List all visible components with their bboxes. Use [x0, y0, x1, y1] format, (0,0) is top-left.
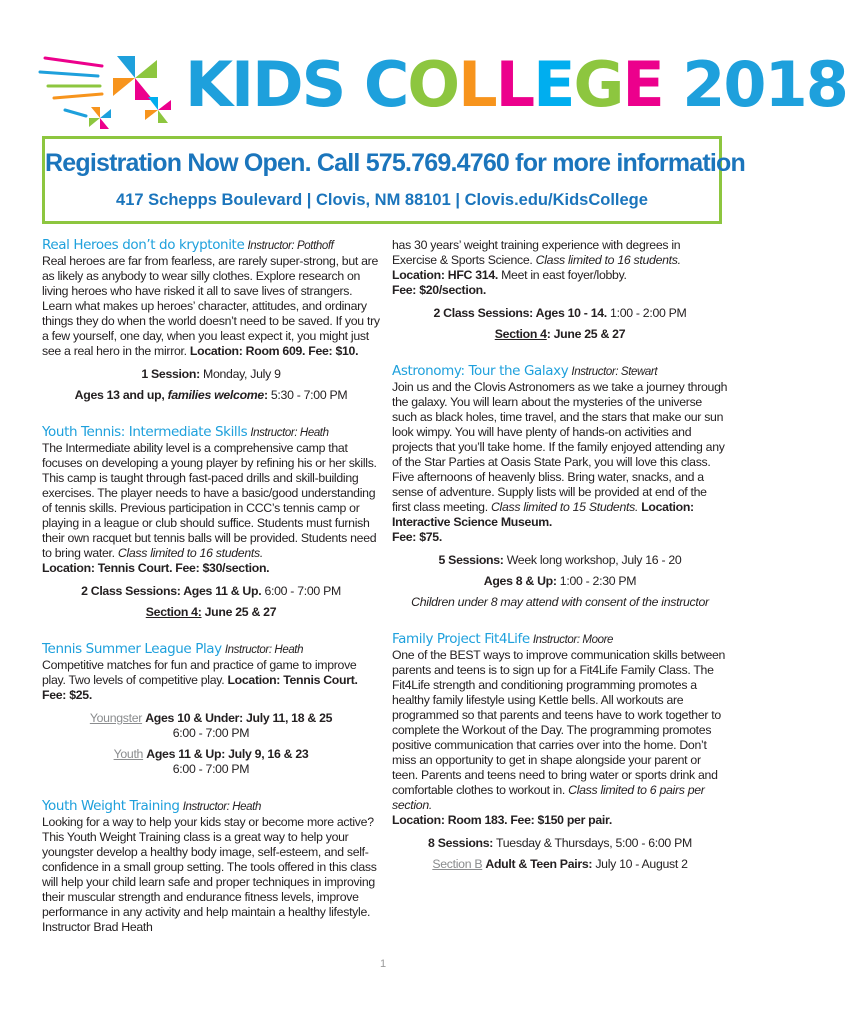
title-college: COLLEGE: [363, 48, 663, 121]
pinwheel-icon: [113, 56, 157, 100]
course-location: Location: Room 183. Fee: $150 per pair.: [392, 813, 612, 827]
course-instructor: Instructor: Heath: [182, 801, 261, 813]
course-real-heroes: Real Heroes don’t do kryptonite Instructor: Potthoff Real heroes are far from fearless, are rarely super-strong, but are as likely as anybody to wear silly clothes. Explore research on living heroes who have risked it all to save lives of strangers. Learn what makes up heroes’ character, attitudes, and ordinary things they do when the world doesn’t need to be saved. If you try a few yourself, one day, when you least expect it, you might just see a real hero in the mirror. Location: Room 609. Fee: $10. 1 Session: Monday, July 9 Ages 13 and up, families welcome: 5:30 - 7:00 PM: [42, 237, 380, 402]
course-location: Location: Tennis Court. Fee: $30/section.: [42, 561, 270, 575]
course-description: has 30 years’ weight training experience with degrees in Exercise & Sports Science.: [392, 238, 681, 267]
pinwheel-logo: [40, 38, 190, 133]
course-title: Tennis Summer League Play: [42, 641, 222, 657]
page-number: 1: [380, 958, 387, 970]
course-description: Competitive matches for fun and practice of game to improve play. Two levels of competitive play.: [42, 658, 357, 687]
course-youth-weight-training-cont: has 30 years’ weight training experience with degrees in Exercise & Sports Science. Class limited to 16 students. Location: HFC 314. Meet in east foyer/lobby. Fee: $20/section. 2 Class Sessions: Ages 10 - 14. 1:00 - 2:00 PM Section 4: June 25 & 27: [392, 238, 687, 341]
course-description: Real heroes are far from fearless, are rarely super-strong, but are as likely as anybody to wear silly clothes. Explore research on living heroes who have risked it all to save lives of strangers. Learn what makes up heroes’ character, attitudes, and ordinary things they do when the world doesn’t need to be saved. If you try a few yourself, one day, when you least expect it, you might just see a real hero in the mirror.: [42, 254, 380, 358]
registration-banner: [42, 136, 746, 224]
pinwheel-small-icon: [145, 97, 171, 123]
course-tennis-summer-league: Tennis Summer League Play Instructor: Heath Competitive matches for fun and practice of game to improve play. Two levels of competitive play. Location: Tennis Court. Fee: $25. Youngster Ages 10 & Under: July 11, 18 & 25 6:00 - 7:00 PM Youth Ages 11 & Up: July 9, 16 & 23 6:00 - 7:00 PM: [42, 641, 358, 776]
course-instructor: Instructor: Potthoff: [247, 240, 334, 252]
course-instructor: Instructor: Heath: [250, 427, 329, 439]
course-title: Real Heroes don’t do kryptonite: [42, 237, 245, 253]
course-title: Family Project Fit4Life: [392, 631, 530, 647]
course-description: Looking for a way to help your kids stay or become more active? This Youth Weight Training class is a great way to help your youngster develop a healthy body image, self-esteem, and self-confidence in a small group setting. The tools offered in this class will help your child learn safe and proper techniques in improving their muscular strength and endurance fitness levels, improve performance in any activity and help maintain a healthy lifestyle. Instructor Brad Heath: [42, 815, 377, 934]
course-instructor: Instructor: Stewart: [571, 366, 658, 378]
banner-headline: Registration Now Open. Call 575.769.4760 for more information: [45, 149, 746, 177]
course-instructor: Instructor: Moore: [532, 634, 614, 646]
course-title: Astronomy: Tour the Galaxy: [392, 363, 569, 379]
banner-address[interactable]: 417 Schepps Boulevard | Clovis, NM 88101 | Clovis.edu/KidsCollege: [116, 191, 648, 209]
course-youth-weight-training: [42, 799, 380, 935]
left-column: [42, 238, 380, 935]
course-title: Youth Tennis: Intermediate Skills: [42, 424, 248, 440]
course-family-fit4life: Family Project Fit4Life Instructor: Moore One of the BEST ways to improve communication skills between parents and teens is to sign up for a Fit4Life Family Class. The Fit4Life strength and conditioning programming promotes a healthy family lifestyle using Kettle bells. All workouts are programmed so that parents and teens have to work together to complete the Workout of the Day. The programming promotes positive communication that carries over into the home. Don’t miss an opportunity to get in shape alongside your parent or teen. Parents and teens need to bring water or sports drink and comfortable clothes to workout in. Class limited to 6 pairs per section. Location: Room 183. Fee: $150 per pair. 8 Sessions: Tuesday & Thursdays, 5:00 - 6:00 PM Section B Adult & Teen Pairs: July 10 - August 2: [392, 632, 728, 872]
right-column: [392, 238, 728, 872]
course-instructor: Instructor: Heath: [224, 644, 304, 656]
course-astronomy: Astronomy: Tour the Galaxy Instructor: Stewart Join us and the Clovis Astronomers as we take a journey through the galaxy. You will learn about the mysteries of the universe such as black holes, time travel, and the stars that make our sun look wimpy. You will have plenty of hands-on activities and projects that you’ll take home. If the family enjoyed attending any of the Star Parties at Oasis State Park, you will love this class. Five afternoons of heavenly bliss. Bring water, snacks, and a sense of adventure. Supply lists will be provided at end of the first class meeting. Class limited to 15 Students. Location: Interactive Science Museum. Fee: $75. 5 Sessions: Week long workshop, July 16 - 20 Ages 8 & Up: 1:00 - 2:30 PM Children under 8 may attend with consent of the instructor: [392, 363, 728, 609]
pinwheel-small-icon: [89, 107, 111, 129]
page-title: KIDS COLLEGE 2018: [185, 48, 847, 121]
course-description: The Intermediate ability level is a comprehensive camp that focuses on developing a young player by refining his or her skills. This camp is taught through fast-paced drills and skill-building exercises. The player needs to have a basic/good understanding of tennis skills. Previous participation in CCC’s tennis camp or playing in a league or club should suffice. Students must furnish their own racquet but tennis balls will be provided. Students need to bring water.: [42, 441, 377, 560]
course-youth-tennis-intermediate: Youth Tennis: Intermediate Skills Instructor: Heath The Intermediate ability level is a comprehensive camp that focuses on developing a young player by refining his or her skills. This camp is taught through fast-paced drills and skill-building exercises. The player needs to have a basic/good understanding of tennis skills. Previous participation in CCC’s tennis camp or playing in a league or club should suffice. Students must furnish their own racquet but tennis balls will be provided. Students need to bring water. Class limited to 16 students. Location: Tennis Court. Fee: $30/section. 2 Class Sessions: Ages 11 & Up. 6:00 - 7:00 PM Section 4: June 25 & 27: [42, 425, 380, 620]
course-description: Join us and the Clovis Astronomers as we take a journey through the galaxy. You will learn about the mysteries of the universe such as black holes, time travel, and the stars that make our sun look wimpy. You will have plenty of hands-on activities and projects that you’ll take home. If the family enjoyed attending any of the Star Parties at Oasis State Park, you will love this class. Five afternoons of heavenly bliss. Bring water, snacks, and a sense of adventure. Supply lists will be provided at end of the first class meeting.: [392, 380, 728, 514]
course-title: Youth Weight Training: [42, 798, 180, 814]
course-description: One of the BEST ways to improve communication skills between parents and teens is to sign up for a Fit4Life Family Class. The Fit4Life strength and conditioning programming promotes a healthy family lifestyle using Kettle bells. All workouts are programmed so that parents and teens have to work together to complete the Workout of the Day. The programming promotes positive communication that carries over into the home. Don’t miss an opportunity to get in shape alongside your parent or teen. Parents and teens need to bring water or sports drink and comfortable clothes to workout in.: [392, 648, 726, 797]
course-location: Location: Room 609. Fee: $10.: [189, 344, 359, 358]
